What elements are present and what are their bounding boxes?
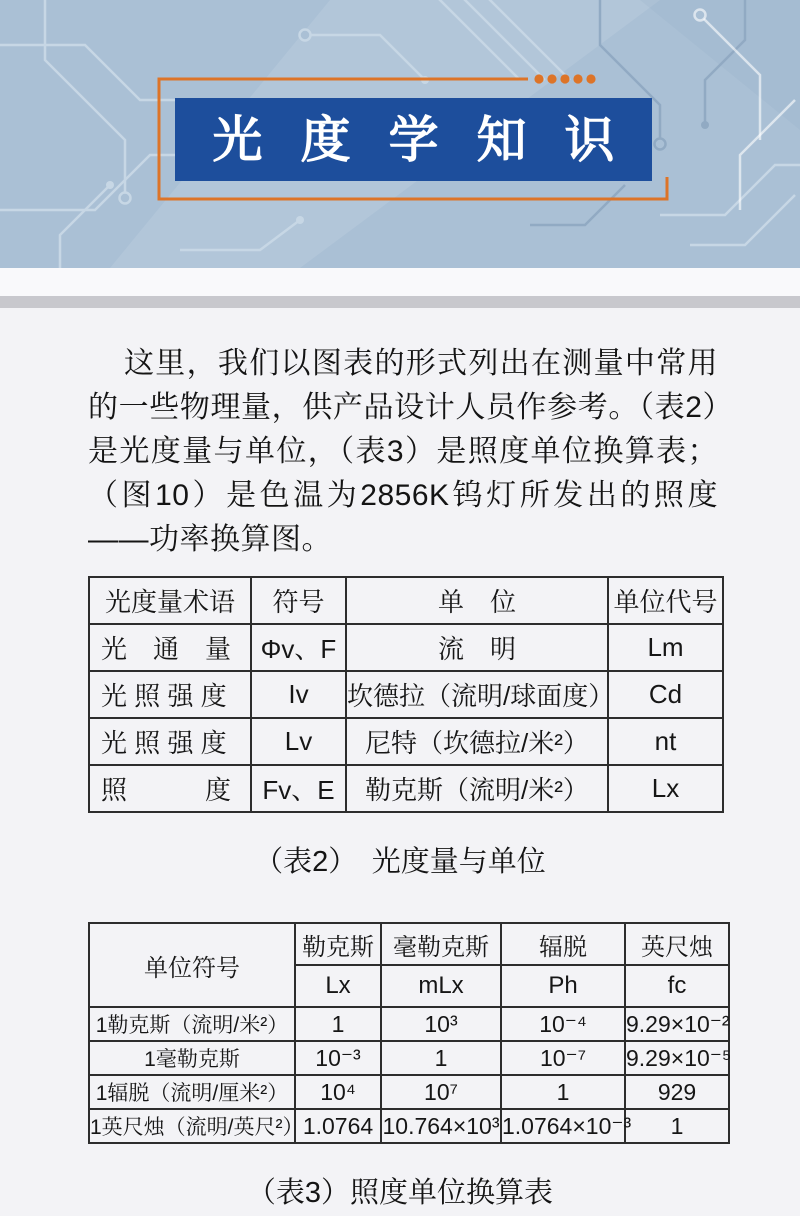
value-cell: 9.29×10⁻² bbox=[625, 1007, 729, 1041]
photometry-units-table bbox=[88, 576, 724, 813]
value-cell: 10.764×10³ bbox=[381, 1109, 501, 1143]
value-cell: 10⁻³ bbox=[295, 1041, 381, 1075]
table-row bbox=[89, 1041, 729, 1075]
symbol-header: fc bbox=[625, 965, 729, 1007]
value-cell: 1 bbox=[501, 1075, 625, 1109]
value-cell: 10³ bbox=[381, 1007, 501, 1041]
content-area bbox=[0, 308, 800, 1211]
column-header: 毫勒克斯 bbox=[381, 923, 501, 965]
unit-code-cell: nt bbox=[608, 718, 723, 765]
table-row bbox=[89, 1109, 729, 1143]
value-cell: 1 bbox=[295, 1007, 381, 1041]
symbol-cell: Fv、E bbox=[251, 765, 346, 812]
accent-dots bbox=[534, 74, 595, 83]
table-row bbox=[89, 671, 723, 718]
unit-code-cell: Cd bbox=[608, 671, 723, 718]
illuminance-conversion-table bbox=[88, 922, 730, 1144]
symbol-cell: Φv、F bbox=[251, 624, 346, 671]
value-cell: 10⁷ bbox=[381, 1075, 501, 1109]
term-cell: 照 度 bbox=[89, 765, 251, 812]
value-cell: 1.0764×10⁻³ bbox=[501, 1109, 625, 1143]
header-banner bbox=[0, 0, 800, 268]
value-cell: 1 bbox=[381, 1041, 501, 1075]
symbol-cell: Lv bbox=[251, 718, 346, 765]
divider-band-gray bbox=[0, 296, 800, 308]
row-label: 1毫勒克斯 bbox=[89, 1041, 295, 1075]
row-label: 1英尺烛（流明/英尺²） bbox=[89, 1109, 295, 1143]
intro-paragraph: 这里，我们以图表的形式列出在测量中常用的一些物理量，供产品设计人员作参考。（表2）是光度量与单位，（表3）是照度单位换算表；（图10）是色温为2856K钨灯所发出的照度——功率换算图。 bbox=[88, 347, 718, 556]
row-label: 1辐脱（流明/厘米²） bbox=[89, 1075, 295, 1109]
corner-header: 单位符号 bbox=[89, 923, 295, 1007]
column-header: 符号 bbox=[251, 577, 346, 624]
term-cell: 光 照 强 度 bbox=[89, 671, 251, 718]
term-cell: 光 照 强 度 bbox=[89, 718, 251, 765]
term-cell: 光 通 量 bbox=[89, 624, 251, 671]
row-label: 1勒克斯（流明/米²） bbox=[89, 1007, 295, 1041]
divider-band-light bbox=[0, 268, 800, 296]
symbol-header: mLx bbox=[381, 965, 501, 1007]
value-cell: 10⁻⁷ bbox=[501, 1041, 625, 1075]
value-cell: 1 bbox=[625, 1109, 729, 1143]
unit-cell: 坎德拉（流明/球面度） bbox=[346, 671, 608, 718]
table-header-row bbox=[89, 923, 729, 965]
page-title: 光度学知识 bbox=[212, 111, 653, 168]
unit-code-cell: Lx bbox=[608, 765, 723, 812]
column-header: 单位代号 bbox=[608, 577, 723, 624]
unit-code-cell: Lm bbox=[608, 624, 723, 671]
table3-caption: （表3）照度单位换算表 bbox=[246, 1177, 554, 1209]
table-row bbox=[89, 718, 723, 765]
value-cell: 10⁻⁴ bbox=[501, 1007, 625, 1041]
table-row bbox=[89, 1075, 729, 1109]
symbol-header: Ph bbox=[501, 965, 625, 1007]
table2-caption: （表2） 光度量与单位 bbox=[254, 846, 546, 878]
column-header: 光度量术语 bbox=[89, 577, 251, 624]
value-cell: 1.0764 bbox=[295, 1109, 381, 1143]
value-cell: 9.29×10⁻⁵ bbox=[625, 1041, 729, 1075]
table-row bbox=[89, 624, 723, 671]
table-row bbox=[89, 1007, 729, 1041]
value-cell: 10⁴ bbox=[295, 1075, 381, 1109]
table-row bbox=[89, 765, 723, 812]
unit-cell: 尼特（坎德拉/米²） bbox=[346, 718, 608, 765]
title-box bbox=[175, 98, 652, 181]
symbol-cell: Iv bbox=[251, 671, 346, 718]
column-header: 英尺烛 bbox=[625, 923, 729, 965]
symbol-header: Lx bbox=[295, 965, 381, 1007]
unit-cell: 勒克斯（流明/米²） bbox=[346, 765, 608, 812]
unit-cell: 流 明 bbox=[346, 624, 608, 671]
column-header: 勒克斯 bbox=[295, 923, 381, 965]
column-header: 单 位 bbox=[346, 577, 608, 624]
table-header-row bbox=[89, 577, 723, 624]
column-header: 辐脱 bbox=[501, 923, 625, 965]
value-cell: 929 bbox=[625, 1075, 729, 1109]
